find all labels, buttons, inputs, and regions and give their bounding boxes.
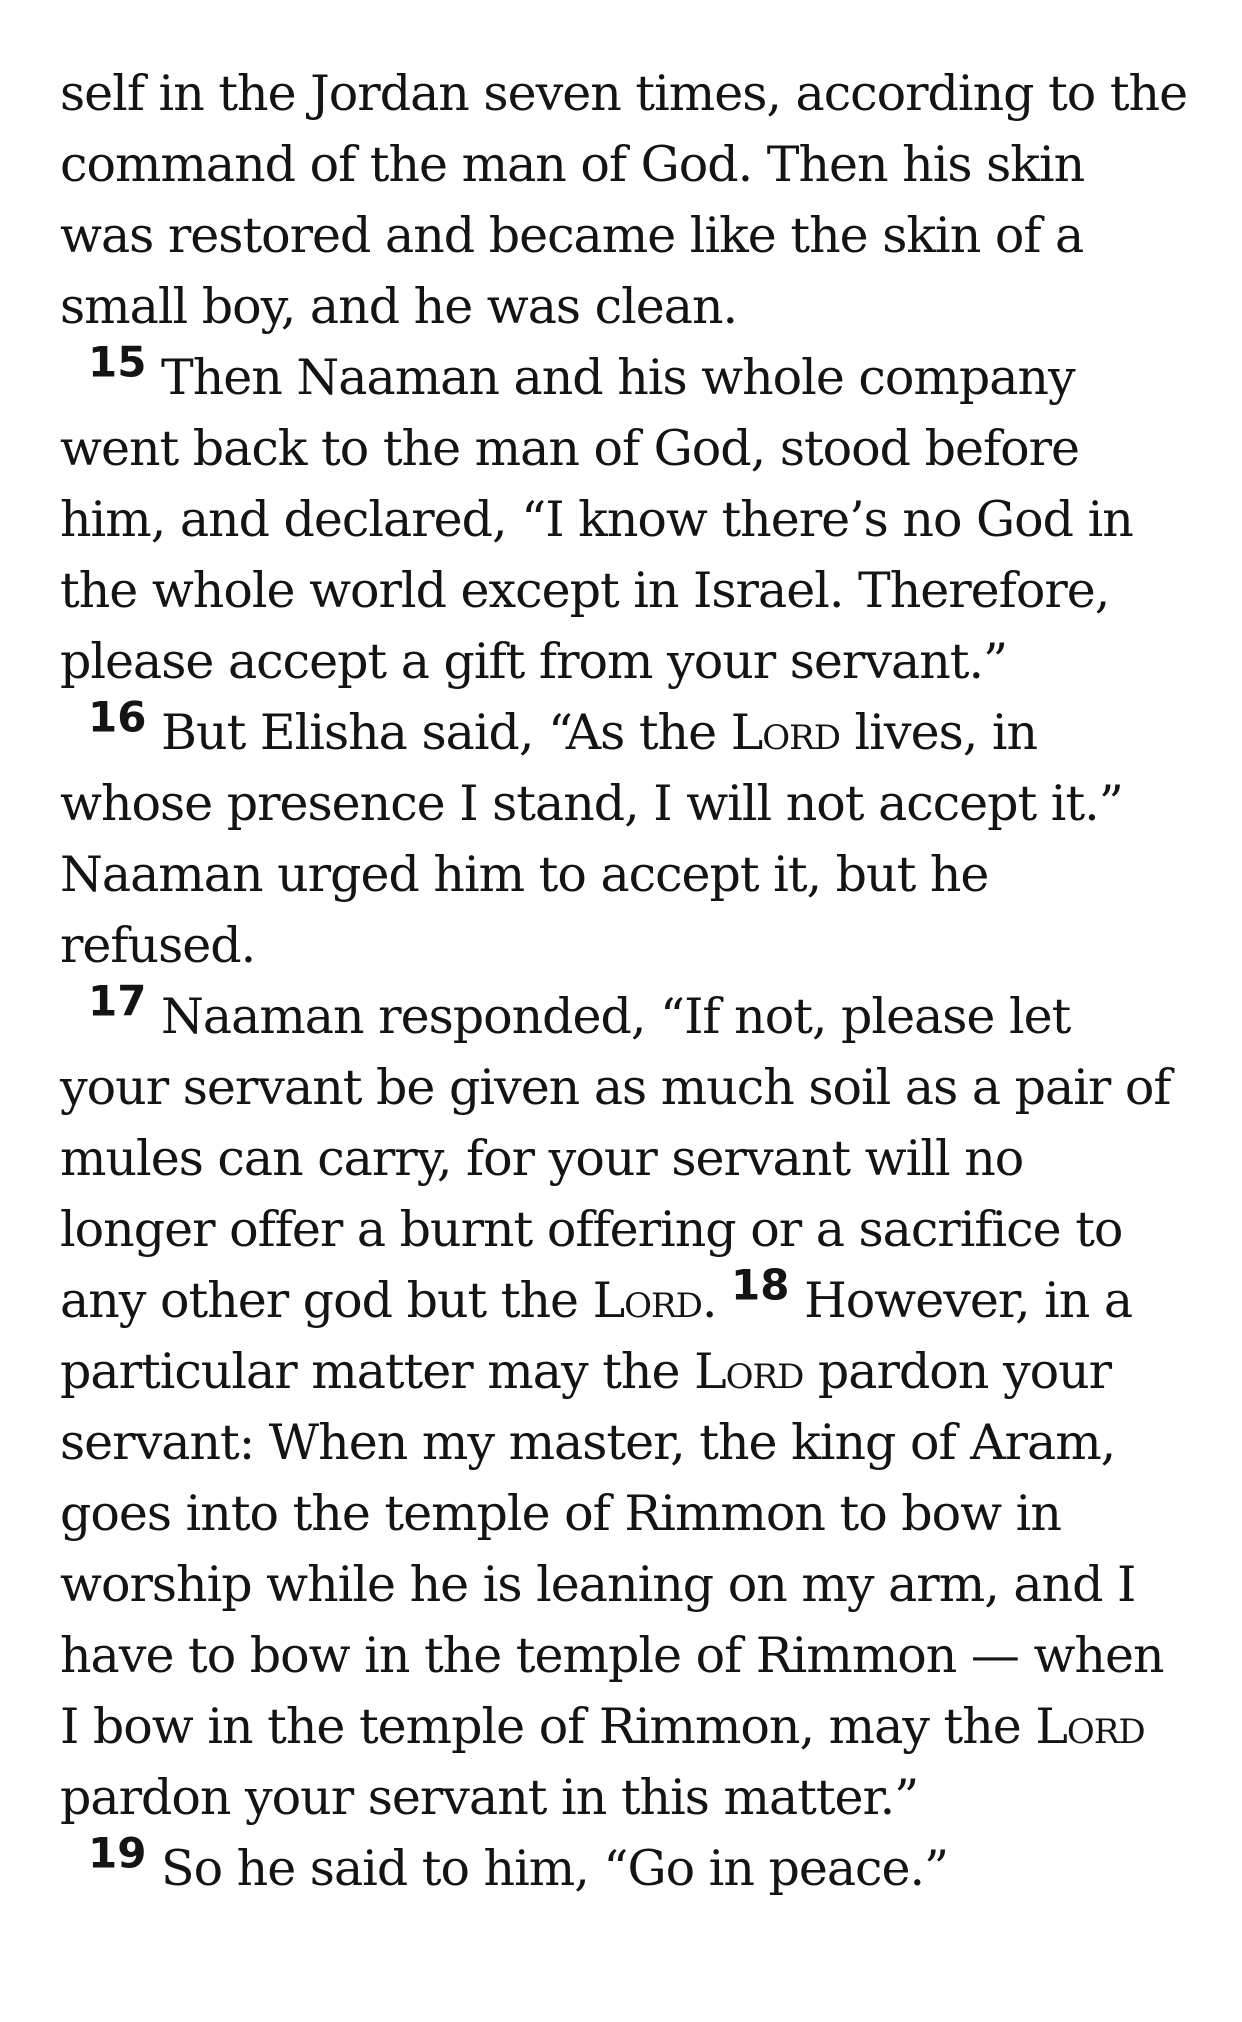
verse-text: But Elisha said, “As the xyxy=(161,704,731,761)
divine-name: Lord xyxy=(694,1343,804,1400)
paragraph-verse-19 xyxy=(60,1828,1192,1904)
paragraph-verse-16 xyxy=(60,692,1192,981)
verse-text: pardon your servant in this matter.” xyxy=(60,1769,919,1826)
divine-name: Lord xyxy=(592,1272,702,1329)
verse-number-18: 18 xyxy=(731,1260,790,1310)
verse-number-17: 17 xyxy=(88,976,147,1026)
verse-number-15: 15 xyxy=(88,337,147,387)
divine-name: Lord xyxy=(730,704,840,761)
verse-number-16: 16 xyxy=(88,692,147,742)
paragraph-verse-17 xyxy=(60,976,1192,1833)
verse-text: self in the Jordan seven times, according to the command of the man of God. Then his skin was restored and became like the skin of a small boy, and he was clean. xyxy=(60,65,1188,335)
verse-number-19: 19 xyxy=(88,1828,147,1878)
verse-text: lives, in whose presence I stand, I will not accept it.” Naaman urged him to accept it, but he refused. xyxy=(60,704,1123,974)
verse-text: Naaman responded, “If not, please let your servant be given as much soil as a pair of mules can carry, for your servant will no longer offer a burnt offering or a sacrifice to any other god but the xyxy=(60,988,1171,1329)
verse-text: Then Naaman and his whole company went back to the man of God, stood before him, and declared, “I know there’s no God in the whole world except in Israel. Therefore, please accept a gift from your servant.” xyxy=(60,349,1133,690)
paragraph-continuation xyxy=(60,58,1192,342)
divine-name: Lord xyxy=(1035,1698,1145,1755)
verse-text: . xyxy=(701,1272,732,1329)
verse-text: However, in a particular matter may the xyxy=(60,1272,1133,1400)
verse-text: So he said to him, “Go in peace.” xyxy=(161,1840,949,1897)
verse-text: pardon your servant: When my master, the king of Aram, goes into the temple of Rimmon to bow in worship while he is leaning on my arm, and I have to bow in the temple of Rimmon — when I bow in the temple of Rimmon, may the xyxy=(60,1343,1164,1755)
paragraph-verse-15 xyxy=(60,337,1192,697)
